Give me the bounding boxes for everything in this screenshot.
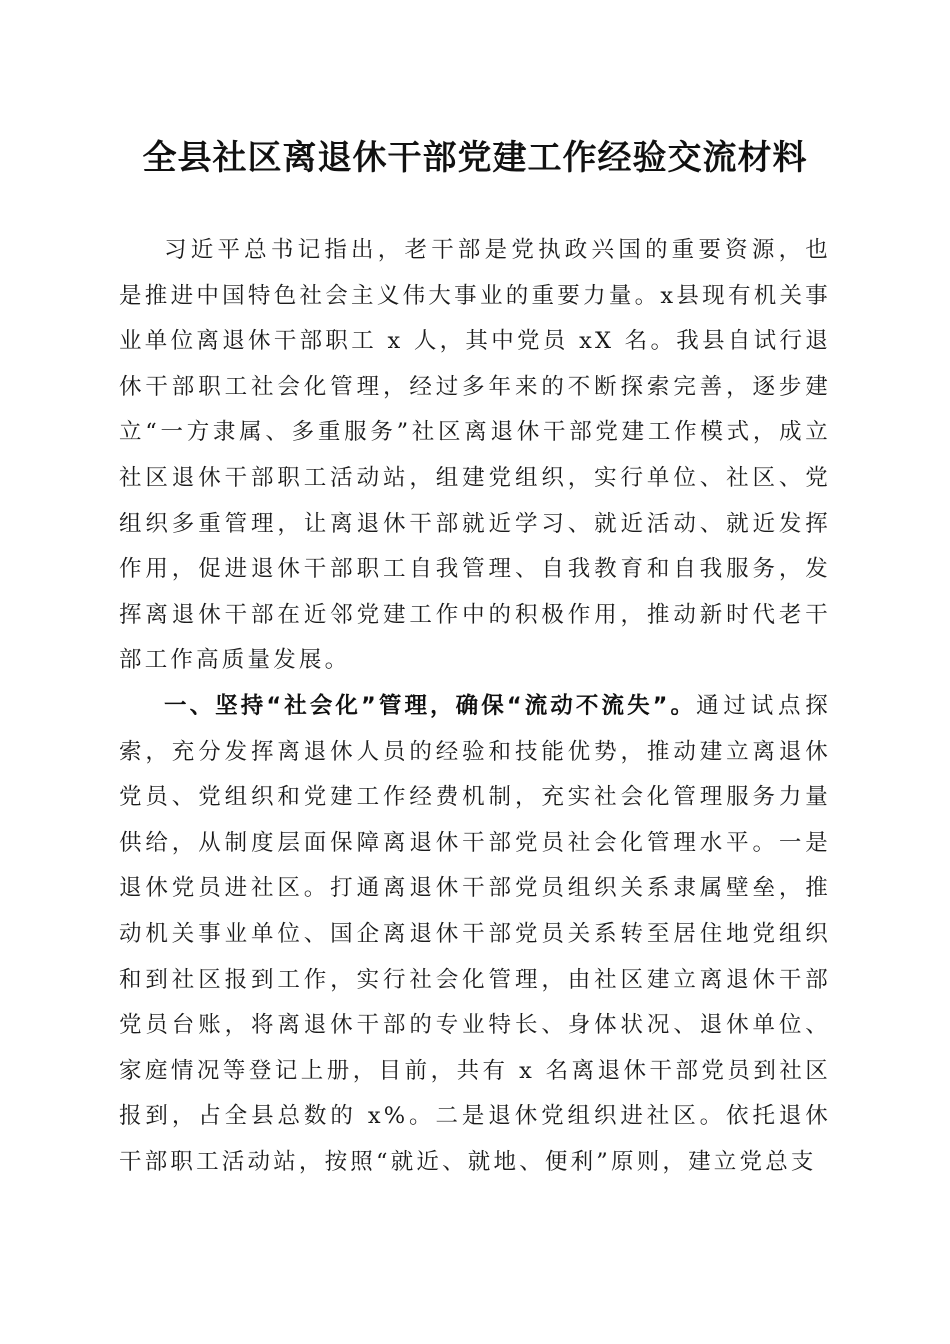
section-1-paragraph [119,684,831,1186]
section-1-heading: 一、坚持“社会化”管理，确保“流动不流失”。 [164,692,697,719]
document-body [119,228,831,1185]
document-title: 全县社区离退休干部党建工作经验交流材料 [142,138,808,178]
intro-paragraph: 习近平总书记指出，老干部是党执政兴国的重要资源，也是推进中国特色社会主义伟大事业的重要力量。x县现有机关事业单位离退休干部职工 x 人，其中党员 xX 名。我县自试行退休干部职工社会化管理，经过多年来的不断探索完善，逐步建立“一方隶属、多重服务”社区离退休干部党建工作模式，成立社区退休干部职工活动站，组建党组织，实行单位、社区、党组织多重管理，让离退休干部就近学习、就近活动、就近发挥作用，促进退休干部职工自我管理、自我教育和自我服务，发挥离退休干部在近邻党建工作中的积极作用，推动新时代老干部工作高质量发展。 [119,237,831,674]
section-1-body: 通过试点探索，充分发挥离退休人员的经验和技能优势，推动建立离退休党员、党组织和党建工作经费机制，充实社会化管理服务力量供给，从制度层面保障离退休干部党员社会化管理水平。一是退休党员进社区。打通离退休干部党员组织关系隶属壁垒，推动机关事业单位、国企离退休干部党员关系转至居住地党组织和到社区报到工作，实行社会化管理，由社区建立离退休干部党员台账，将离退休干部的专业特长、身体状况、退休单位、家庭情况等登记上册，目前，共有 x 名离退休干部党员到社区报到，占全县总数的 x%。二是退休党组织进社区。依托退休干部职工活动站，按照“就近、就地、便利”原则，建立党总支 [119,692,831,1175]
